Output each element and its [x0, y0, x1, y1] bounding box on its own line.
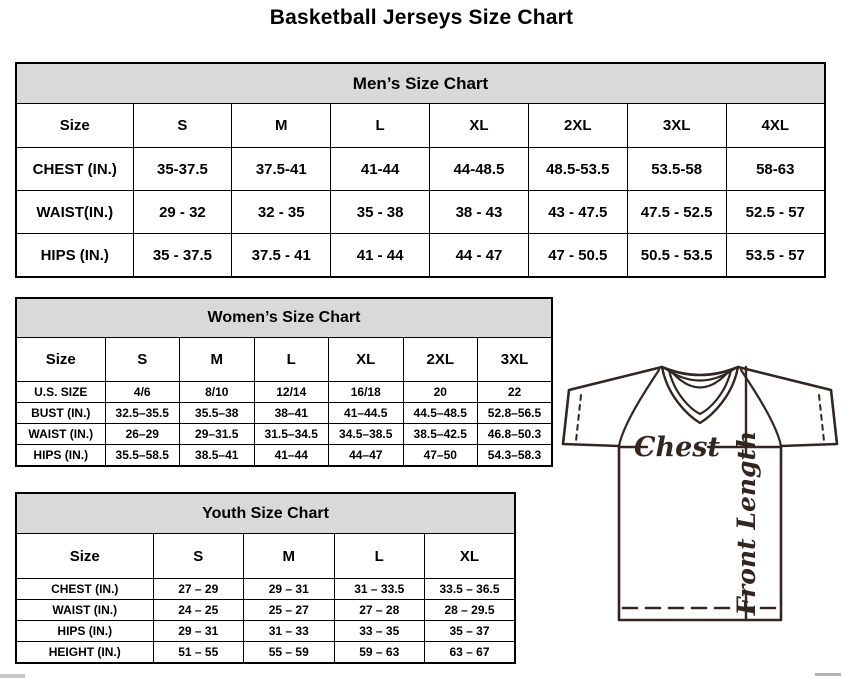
row-label-cell: HEIGHT (IN.)	[16, 642, 153, 664]
row-label-cell: CHEST (IN.)	[16, 579, 153, 600]
size-value-cell: 44–47	[329, 445, 404, 467]
youth-size-chart-table	[15, 492, 516, 664]
size-value-cell: 31.5–34.5	[254, 424, 329, 445]
size-value-cell: 29 - 32	[133, 191, 232, 234]
size-value-cell: 37.5-41	[232, 148, 331, 191]
size-value-cell: 22	[478, 382, 553, 403]
table-row	[16, 148, 825, 191]
size-value-cell: 59 – 63	[334, 642, 425, 664]
size-header-cell: Size	[16, 338, 105, 382]
size-value-cell: 52.5 - 57	[726, 191, 825, 234]
row-label-cell: CHEST (IN.)	[16, 148, 133, 191]
size-value-cell: 50.5 - 53.5	[627, 234, 726, 278]
size-value-cell: 63 – 67	[425, 642, 516, 664]
column-header-cell: M	[180, 338, 255, 382]
size-value-cell: 51 – 55	[153, 642, 244, 664]
column-header-cell: XL	[329, 338, 404, 382]
column-header-cell: M	[232, 104, 331, 148]
column-header-row	[16, 534, 515, 579]
mens-size-chart-table	[15, 62, 826, 278]
size-value-cell: 32.5–35.5	[105, 403, 180, 424]
size-value-cell: 41-44	[331, 148, 430, 191]
size-value-cell: 38.5–41	[180, 445, 255, 467]
chest-label: Chest	[634, 432, 720, 463]
column-header-cell: 3XL	[627, 104, 726, 148]
table-row	[16, 382, 552, 403]
size-value-cell: 35.5–58.5	[105, 445, 180, 467]
size-value-cell: 38 - 43	[430, 191, 529, 234]
size-value-cell: 34.5–38.5	[329, 424, 404, 445]
size-value-cell: 48.5-53.5	[528, 148, 627, 191]
size-value-cell: 8/10	[180, 382, 255, 403]
row-label-cell: U.S. SIZE	[16, 382, 105, 403]
column-header-cell: S	[105, 338, 180, 382]
size-value-cell: 35 – 37	[425, 621, 516, 642]
column-header-cell: 2XL	[403, 338, 478, 382]
size-value-cell: 35 - 38	[331, 191, 430, 234]
row-label-cell: HIPS (IN.)	[16, 234, 133, 278]
size-value-cell: 35-37.5	[133, 148, 232, 191]
size-value-cell: 47–50	[403, 445, 478, 467]
table-row	[16, 600, 515, 621]
table-row	[16, 403, 552, 424]
size-value-cell: 54.3–58.3	[478, 445, 553, 467]
size-value-cell: 37.5 - 41	[232, 234, 331, 278]
column-header-cell: L	[334, 534, 425, 579]
size-value-cell: 25 – 27	[244, 600, 335, 621]
size-value-cell: 41 - 44	[331, 234, 430, 278]
row-label-cell: WAIST(IN.)	[16, 191, 133, 234]
womens-size-chart-table	[15, 297, 553, 467]
size-value-cell: 44-48.5	[430, 148, 529, 191]
size-value-cell: 26–29	[105, 424, 180, 445]
table-row	[16, 445, 552, 467]
column-header-cell: S	[133, 104, 232, 148]
row-label-cell: BUST (IN.)	[16, 403, 105, 424]
table-row	[16, 579, 515, 600]
size-value-cell: 55 – 59	[244, 642, 335, 664]
size-value-cell: 27 – 28	[334, 600, 425, 621]
size-value-cell: 27 – 29	[153, 579, 244, 600]
size-value-cell: 16/18	[329, 382, 404, 403]
column-header-cell: M	[244, 534, 335, 579]
jersey-measurement-diagram	[555, 356, 843, 630]
scrollbar-fragment-right	[815, 673, 841, 676]
size-value-cell: 38.5–42.5	[403, 424, 478, 445]
column-header-cell: L	[331, 104, 430, 148]
front-length-label: Front Length	[732, 430, 761, 616]
size-value-cell: 53.5-58	[627, 148, 726, 191]
table-title: Men’s Size Chart	[16, 63, 825, 104]
size-header-cell: Size	[16, 534, 153, 579]
size-value-cell: 53.5 - 57	[726, 234, 825, 278]
table-row	[16, 424, 552, 445]
size-value-cell: 58-63	[726, 148, 825, 191]
size-value-cell: 20	[403, 382, 478, 403]
size-value-cell: 32 - 35	[232, 191, 331, 234]
size-value-cell: 31 – 33	[244, 621, 335, 642]
size-value-cell: 31 – 33.5	[334, 579, 425, 600]
row-label-cell: HIPS (IN.)	[16, 445, 105, 467]
size-value-cell: 29 – 31	[244, 579, 335, 600]
column-header-cell: XL	[430, 104, 529, 148]
size-value-cell: 41–44.5	[329, 403, 404, 424]
size-value-cell: 44 - 47	[430, 234, 529, 278]
table-row	[16, 191, 825, 234]
size-value-cell: 35.5–38	[180, 403, 255, 424]
size-value-cell: 43 - 47.5	[528, 191, 627, 234]
column-header-cell: L	[254, 338, 329, 382]
table-row	[16, 621, 515, 642]
column-header-row	[16, 104, 825, 148]
size-value-cell: 28 – 29.5	[425, 600, 516, 621]
size-value-cell: 24 – 25	[153, 600, 244, 621]
size-value-cell: 29–31.5	[180, 424, 255, 445]
table-row	[16, 642, 515, 664]
size-value-cell: 33 – 35	[334, 621, 425, 642]
size-value-cell: 41–44	[254, 445, 329, 467]
column-header-row	[16, 338, 552, 382]
scrollbar-fragment-left	[0, 674, 25, 678]
row-label-cell: HIPS (IN.)	[16, 621, 153, 642]
size-value-cell: 38–41	[254, 403, 329, 424]
table-title: Youth Size Chart	[16, 493, 515, 534]
size-value-cell: 46.8–50.3	[478, 424, 553, 445]
column-header-cell: 4XL	[726, 104, 825, 148]
table-row	[16, 234, 825, 278]
size-value-cell: 12/14	[254, 382, 329, 403]
row-label-cell: WAIST (IN.)	[16, 424, 105, 445]
size-value-cell: 35 - 37.5	[133, 234, 232, 278]
page-title: Basketball Jerseys Size Chart	[269, 6, 574, 29]
size-value-cell: 33.5 – 36.5	[425, 579, 516, 600]
column-header-cell: S	[153, 534, 244, 579]
size-value-cell: 47 - 50.5	[528, 234, 627, 278]
size-value-cell: 44.5–48.5	[403, 403, 478, 424]
column-header-cell: 3XL	[478, 338, 553, 382]
column-header-cell: 2XL	[528, 104, 627, 148]
column-header-cell: XL	[425, 534, 516, 579]
size-header-cell: Size	[16, 104, 133, 148]
table-title: Women’s Size Chart	[16, 298, 552, 338]
size-value-cell: 47.5 - 52.5	[627, 191, 726, 234]
size-value-cell: 52.8–56.5	[478, 403, 553, 424]
jersey-diagram-svg	[555, 356, 843, 630]
row-label-cell: WAIST (IN.)	[16, 600, 153, 621]
size-value-cell: 4/6	[105, 382, 180, 403]
size-value-cell: 29 – 31	[153, 621, 244, 642]
jersey-outline	[563, 367, 837, 620]
